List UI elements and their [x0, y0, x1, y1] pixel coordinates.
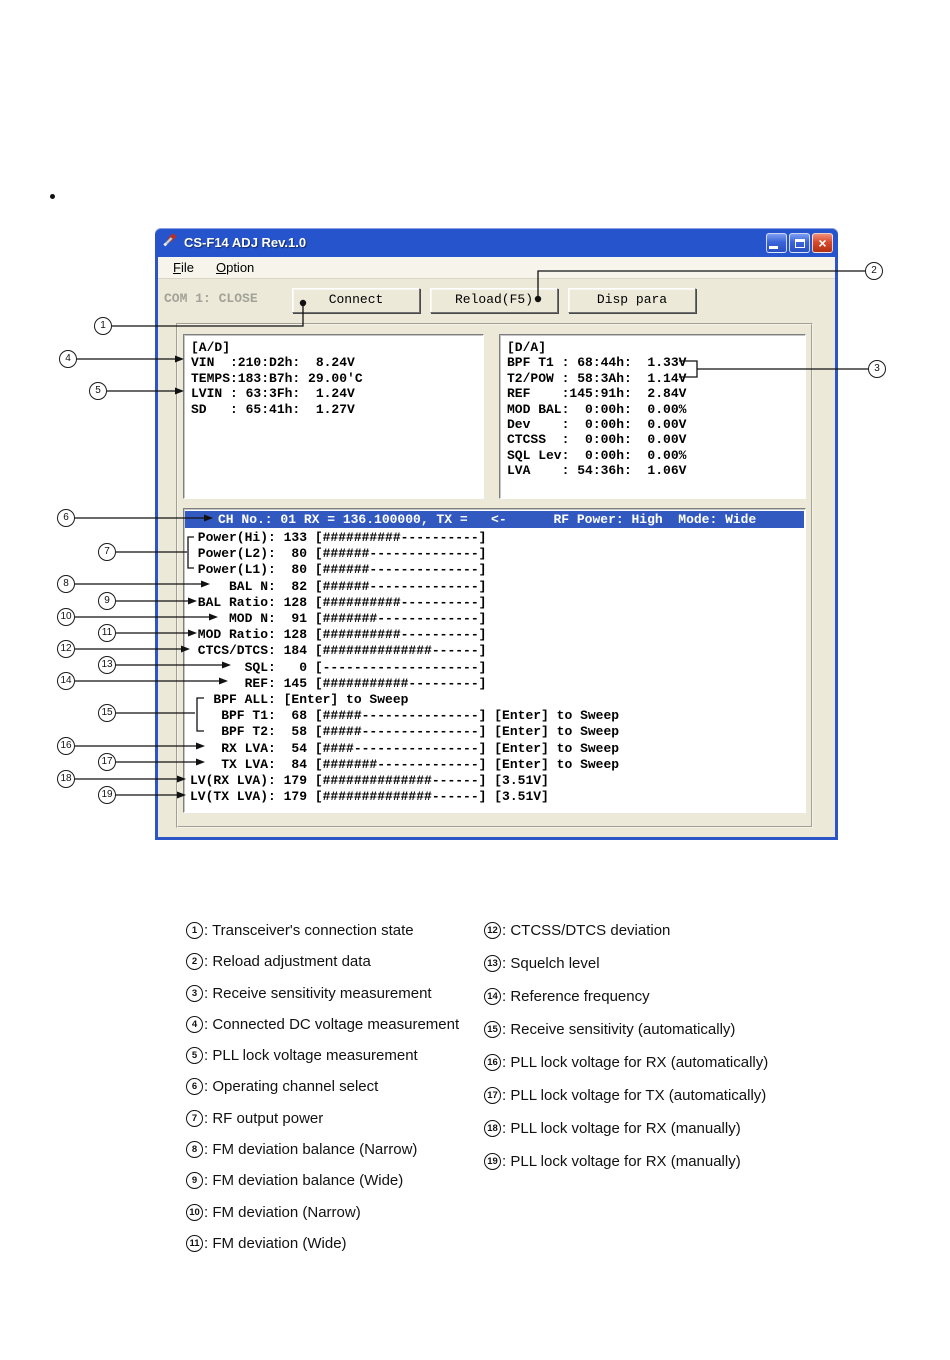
legend-item-label: : RF output power [204, 1110, 323, 1127]
menu-option[interactable]: Option [215, 260, 255, 275]
reload-button[interactable]: Reload(F5) [430, 288, 558, 313]
channel-select-bar[interactable]: CH No.: 01 RX = 136.100000, TX = <- RF Power: High Mode: Wide [185, 511, 804, 528]
legend-item [484, 1120, 768, 1137]
legend-item [186, 985, 459, 1002]
legend-item [186, 1204, 459, 1221]
legend-item-label: : Transceiver's connection state [204, 922, 414, 939]
legend-item-label: : Receive sensitivity (automatically) [502, 1021, 735, 1038]
legend-number-badge: 11 [186, 1235, 203, 1252]
list-bullet [50, 194, 55, 199]
legend-item [186, 1110, 459, 1127]
legend-item [484, 1153, 768, 1170]
callout-7: 7 [98, 543, 116, 561]
minimize-button[interactable] [766, 233, 787, 253]
legend-item [484, 988, 768, 1005]
legend-item [186, 1078, 459, 1095]
callout-8: 8 [57, 575, 75, 593]
da-line-mod-bal: MOD BAL: 0:00h: 0.00% [507, 401, 687, 417]
callout-4: 4 [59, 350, 77, 368]
legend-item-label: : PLL lock voltage for RX (automatically) [502, 1054, 768, 1071]
da-line-ref: REF :145:91h: 2.84V [507, 386, 687, 402]
ad-line: [A/D] [191, 340, 231, 355]
callout-1: 1 [94, 317, 112, 335]
adjustment-panel [183, 508, 806, 813]
legend-number-badge: 5 [186, 1047, 203, 1064]
row-rx-lva[interactable]: RX LVA: 54 [####----------------] [Enter] to Sweep [190, 740, 620, 756]
legend-number-badge: 15 [484, 1021, 501, 1038]
callout-14: 14 [57, 672, 75, 690]
ad-line-lvin: LVIN : 63:3Fh: 1.24V [191, 386, 355, 402]
ad-readout-panel [183, 334, 484, 499]
da-line-ctcss: CTCSS : 0:00h: 0.00V [507, 432, 687, 448]
legend-item [186, 1235, 459, 1252]
legend-item [186, 922, 459, 939]
legend-item-label: : PLL lock voltage for TX (automatically) [502, 1087, 766, 1104]
row-bal-ratio[interactable]: BAL Ratio: 128 [##########----------] [190, 594, 487, 610]
legend-item-label: : PLL lock voltage measurement [204, 1047, 418, 1064]
da-line-bpf-t1: BPF T1 : 68:44h: 1.33V [507, 355, 687, 371]
legend-item-label: : FM deviation balance (Narrow) [204, 1141, 417, 1158]
row-bpf-t1[interactable]: BPF T1: 68 [#####---------------] [Enter] to Sweep [190, 708, 620, 724]
legend-item-label: : CTCSS/DTCS deviation [502, 922, 670, 939]
legend-number-badge: 9 [186, 1172, 203, 1189]
da-line-sql-lev: SQL Lev: 0:00h: 0.00% [507, 447, 687, 463]
legend-number-badge: 16 [484, 1054, 501, 1071]
readout-group-panel [176, 323, 813, 828]
legend-number-badge: 8 [186, 1141, 203, 1158]
menu-file[interactable]: File [173, 260, 194, 275]
connect-button[interactable]: Connect [292, 288, 420, 313]
callout-9: 9 [98, 592, 116, 610]
callout-16: 16 [57, 737, 75, 755]
legend-item [186, 1047, 459, 1064]
row-mod-ratio[interactable]: MOD Ratio: 128 [##########----------] [190, 627, 487, 643]
window-body [155, 257, 838, 840]
legend-item [484, 1087, 768, 1104]
row-power-hi[interactable]: Power(Hi): 133 [##########----------] [190, 530, 487, 545]
maximize-button[interactable] [789, 233, 810, 253]
da-readout-panel [499, 334, 806, 499]
legend-number-badge: 3 [186, 985, 203, 1002]
da-line-lva: LVA : 54:36h: 1.06V [507, 463, 687, 479]
callout-17: 17 [98, 753, 116, 771]
row-sql[interactable]: SQL: 0 [--------------------] [190, 659, 487, 675]
da-line-t2-pow: T2/POW : 58:3Ah: 1.14V [507, 370, 687, 386]
da-line-dev: Dev : 0:00h: 0.00V [507, 417, 687, 433]
legend-number-badge: 12 [484, 922, 501, 939]
row-tx-lva[interactable]: TX LVA: 84 [#######-------------] [Enter] to Sweep [190, 756, 620, 772]
legend-item-label: : FM deviation (Wide) [204, 1235, 347, 1252]
row-ref[interactable]: REF: 145 [###########---------] [190, 675, 487, 691]
legend-number-badge: 10 [186, 1204, 203, 1221]
callout-18: 18 [57, 770, 75, 788]
legend-item-label: : Connected DC voltage measurement [204, 1016, 459, 1033]
legend-number-badge: 13 [484, 955, 501, 972]
legend-number-badge: 17 [484, 1087, 501, 1104]
legend-number-badge: 19 [484, 1153, 501, 1170]
callout-10: 10 [57, 608, 75, 626]
legend-item-label: : PLL lock voltage for RX (manually) [502, 1120, 741, 1137]
legend-item [484, 1021, 768, 1038]
menu-bar [158, 257, 835, 279]
da-line: [D/A] [507, 340, 547, 355]
legend-item [186, 953, 459, 970]
callout-11: 11 [98, 624, 116, 642]
legend-number-badge: 7 [186, 1110, 203, 1127]
legend-left-column [186, 922, 459, 1266]
legend-item-label: : Squelch level [502, 955, 600, 972]
callout-19: 19 [98, 786, 116, 804]
row-power-l1[interactable]: Power(L1): 80 [######--------------] [190, 562, 487, 578]
legend-item-label: : PLL lock voltage for RX (manually) [502, 1153, 741, 1170]
ad-line-vin: VIN :210:D2h: 8.24V [191, 355, 355, 371]
screwdriver-app-icon [162, 234, 179, 251]
callout-5: 5 [89, 382, 107, 400]
row-power-l2[interactable]: Power(L2): 80 [######--------------] [190, 546, 487, 562]
legend-item [484, 1054, 768, 1071]
legend-number-badge: 18 [484, 1120, 501, 1137]
legend-item-label: : Reference frequency [502, 988, 650, 1005]
row-ctcs-dtcs[interactable]: CTCS/DTCS: 184 [##############------] [190, 643, 487, 659]
callout-2: 2 [865, 262, 883, 280]
row-bpf-t2[interactable]: BPF T2: 58 [#####---------------] [Enter] to Sweep [190, 724, 620, 740]
legend-number-badge: 6 [186, 1078, 203, 1095]
maximize-icon [795, 239, 805, 248]
close-button[interactable] [812, 233, 833, 253]
legend-item [484, 922, 768, 939]
window-titlebar[interactable] [155, 228, 838, 257]
app-window [155, 228, 838, 840]
window-title: CS-F14 ADJ Rev.1.0 [184, 235, 307, 250]
row-bal-n[interactable]: BAL N: 82 [######--------------] [190, 578, 487, 594]
disp-para-button[interactable]: Disp para [568, 288, 696, 313]
legend-number-badge: 1 [186, 922, 203, 939]
legend-item [186, 1016, 459, 1033]
legend-item [186, 1141, 459, 1158]
callout-12: 12 [57, 640, 75, 658]
legend-number-badge: 4 [186, 1016, 203, 1033]
legend-item-label: : FM deviation (Narrow) [204, 1204, 361, 1221]
ad-line-temps: TEMPS:183:B7h: 29.00'C [191, 370, 363, 386]
legend-item-label: : Reload adjustment data [204, 953, 371, 970]
row-bpf-all[interactable]: BPF ALL: [Enter] to Sweep [190, 692, 409, 708]
minimize-icon [769, 246, 778, 249]
ad-line-sd: SD : 65:41h: 1.27V [191, 401, 355, 417]
legend-right-column [484, 922, 768, 1186]
row-lv-rx-lva[interactable]: LV(RX LVA): 179 [##############------] [3.51V] [190, 773, 549, 789]
legend-number-badge: 2 [186, 953, 203, 970]
callout-3: 3 [868, 360, 886, 378]
callout-15: 15 [98, 704, 116, 722]
legend-item [484, 955, 768, 972]
legend-number-badge: 14 [484, 988, 501, 1005]
row-mod-n[interactable]: MOD N: 91 [#######-------------] [190, 611, 487, 627]
legend-item [186, 1172, 459, 1189]
legend-item-label: : Operating channel select [204, 1078, 378, 1095]
callout-6: 6 [57, 509, 75, 527]
row-lv-tx-lva[interactable]: LV(TX LVA): 179 [##############------] [3.51V] [190, 789, 549, 805]
callout-13: 13 [98, 656, 116, 674]
legend-item-label: : Receive sensitivity measurement [204, 985, 432, 1002]
com-status-label: COM 1: CLOSE [164, 291, 258, 306]
legend-item-label: : FM deviation balance (Wide) [204, 1172, 403, 1189]
close-icon: × [818, 234, 827, 251]
